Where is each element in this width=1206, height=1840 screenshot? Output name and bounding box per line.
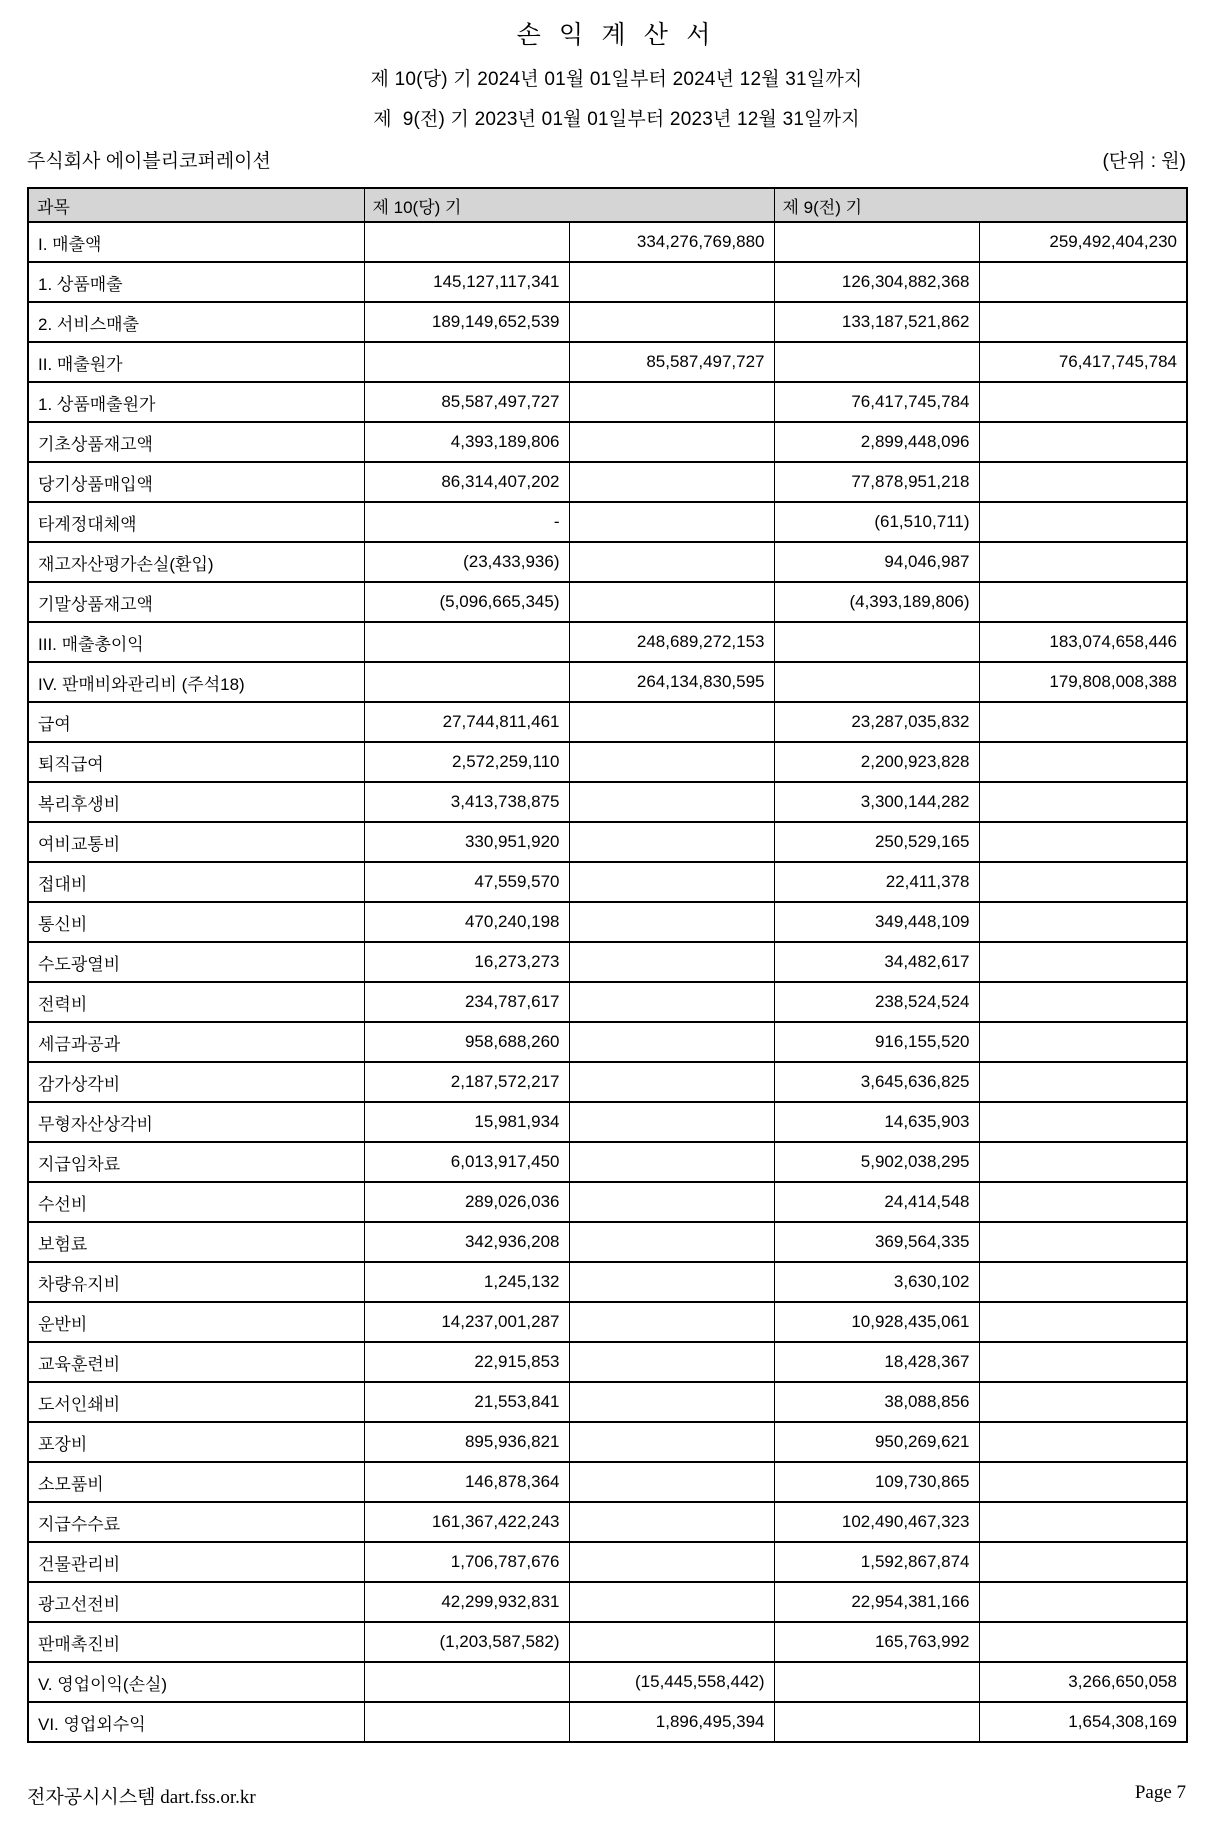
account-cell: VI. 영업외수익 (28, 1702, 364, 1742)
table-row (28, 302, 1187, 342)
current-detail-cell: 330,951,920 (364, 822, 569, 862)
previous-total-cell (979, 302, 1187, 342)
previous-detail-cell: 38,088,856 (774, 1382, 979, 1422)
current-total-cell (569, 702, 774, 742)
previous-detail-cell: 165,763,992 (774, 1622, 979, 1662)
previous-detail-cell: 22,954,381,166 (774, 1582, 979, 1622)
current-detail-cell: 1,245,132 (364, 1262, 569, 1302)
account-cell: 1. 상품매출원가 (28, 382, 364, 422)
current-detail-cell: 470,240,198 (364, 902, 569, 942)
account-cell: 통신비 (28, 902, 364, 942)
previous-total-cell (979, 502, 1187, 542)
account-cell: 수도광열비 (28, 942, 364, 982)
current-detail-cell: 289,026,036 (364, 1182, 569, 1222)
current-total-cell: 334,276,769,880 (569, 222, 774, 262)
account-cell: 1. 상품매출 (28, 262, 364, 302)
previous-detail-cell (774, 1702, 979, 1742)
table-row (28, 1702, 1187, 1742)
account-cell: 급여 (28, 702, 364, 742)
current-detail-cell: 145,127,117,341 (364, 262, 569, 302)
current-detail-cell: 16,273,273 (364, 942, 569, 982)
previous-total-cell (979, 1382, 1187, 1422)
account-cell: I. 매출액 (28, 222, 364, 262)
current-detail-cell: 2,572,259,110 (364, 742, 569, 782)
current-detail-cell: 85,587,497,727 (364, 382, 569, 422)
current-total-cell (569, 262, 774, 302)
current-detail-cell: 14,237,001,287 (364, 1302, 569, 1342)
current-total-cell (569, 902, 774, 942)
disclosure-system-label: 전자공시시스템 dart.fss.or.kr (27, 1787, 256, 1808)
account-cell: 기초상품재고액 (28, 422, 364, 462)
table-row (28, 862, 1187, 902)
table-row (28, 262, 1187, 302)
current-detail-cell: 4,393,189,806 (364, 422, 569, 462)
table-row (28, 1142, 1187, 1182)
previous-period-line: 제 9(전) 기 2023년 01월 01일부터 2023년 12월 31일까지 (373, 109, 860, 130)
previous-total-cell (979, 262, 1187, 302)
previous-detail-cell: 916,155,520 (774, 1022, 979, 1062)
table-row (28, 982, 1187, 1022)
previous-total-cell (979, 742, 1187, 782)
previous-total-cell (979, 1222, 1187, 1262)
current-detail-cell: (5,096,665,345) (364, 582, 569, 622)
current-total-cell (569, 1462, 774, 1502)
current-detail-cell: 234,787,617 (364, 982, 569, 1022)
previous-detail-cell: 3,645,636,825 (774, 1062, 979, 1102)
current-total-cell (569, 1022, 774, 1062)
account-cell: 퇴직급여 (28, 742, 364, 782)
previous-total-cell (979, 942, 1187, 982)
previous-detail-cell: 77,878,951,218 (774, 462, 979, 502)
previous-total-cell (979, 822, 1187, 862)
previous-total-cell (979, 1062, 1187, 1102)
previous-total-cell (979, 1102, 1187, 1142)
current-total-cell (569, 782, 774, 822)
current-total-cell (569, 1102, 774, 1142)
previous-detail-cell: 238,524,524 (774, 982, 979, 1022)
column-header-current-period: 제 10(당) 기 (364, 188, 774, 222)
previous-total-cell (979, 862, 1187, 902)
account-cell: 여비교통비 (28, 822, 364, 862)
previous-detail-cell: (4,393,189,806) (774, 582, 979, 622)
previous-total-cell (979, 1422, 1187, 1462)
previous-total-cell (979, 1542, 1187, 1582)
current-total-cell (569, 1502, 774, 1542)
table-header-row (28, 188, 1187, 222)
current-detail-cell: 342,936,208 (364, 1222, 569, 1262)
current-total-cell (569, 942, 774, 982)
table-row (28, 542, 1187, 582)
previous-total-cell (979, 702, 1187, 742)
table-row (28, 702, 1187, 742)
previous-detail-cell: 250,529,165 (774, 822, 979, 862)
column-header-previous-period: 제 9(전) 기 (774, 188, 1187, 222)
current-detail-cell: 42,299,932,831 (364, 1582, 569, 1622)
previous-detail-cell (774, 1662, 979, 1702)
current-total-cell: 1,896,495,394 (569, 1702, 774, 1742)
table-row (28, 1662, 1187, 1702)
table-row (28, 742, 1187, 782)
account-cell: 접대비 (28, 862, 364, 902)
current-total-cell: (15,445,558,442) (569, 1662, 774, 1702)
current-detail-cell: 895,936,821 (364, 1422, 569, 1462)
current-total-cell (569, 1582, 774, 1622)
account-cell: 무형자산상각비 (28, 1102, 364, 1142)
previous-detail-cell: 369,564,335 (774, 1222, 979, 1262)
previous-total-cell (979, 982, 1187, 1022)
table-row (28, 1222, 1187, 1262)
account-cell: 판매촉진비 (28, 1622, 364, 1662)
account-cell: 전력비 (28, 982, 364, 1022)
current-total-cell (569, 982, 774, 1022)
previous-detail-cell: 18,428,367 (774, 1342, 979, 1382)
previous-detail-cell: 349,448,109 (774, 902, 979, 942)
current-detail-cell (364, 342, 569, 382)
previous-total-cell (979, 1462, 1187, 1502)
account-cell: 차량유지비 (28, 1262, 364, 1302)
current-total-cell (569, 1222, 774, 1262)
current-total-cell (569, 302, 774, 342)
current-period-line: 제 10(당) 기 2024년 01월 01일부터 2024년 12월 31일까지 (370, 69, 863, 90)
previous-total-cell (979, 1502, 1187, 1542)
current-detail-cell: 6,013,917,450 (364, 1142, 569, 1182)
previous-detail-cell: 126,304,882,368 (774, 262, 979, 302)
previous-total-cell (979, 1182, 1187, 1222)
table-row (28, 1462, 1187, 1502)
previous-total-cell: 76,417,745,784 (979, 342, 1187, 382)
current-detail-cell: 86,314,407,202 (364, 462, 569, 502)
current-detail-cell: 189,149,652,539 (364, 302, 569, 342)
previous-detail-cell: 2,200,923,828 (774, 742, 979, 782)
table-row (28, 1422, 1187, 1462)
current-total-cell (569, 542, 774, 582)
account-cell: 복리후생비 (28, 782, 364, 822)
table-row (28, 502, 1187, 542)
previous-detail-cell: 22,411,378 (774, 862, 979, 902)
current-detail-cell: 47,559,570 (364, 862, 569, 902)
previous-detail-cell: 102,490,467,323 (774, 1502, 979, 1542)
current-detail-cell (364, 622, 569, 662)
current-total-cell (569, 1062, 774, 1102)
previous-total-cell (979, 1302, 1187, 1342)
current-total-cell (569, 1342, 774, 1382)
table-row (28, 822, 1187, 862)
account-cell: 도서인쇄비 (28, 1382, 364, 1422)
table-row (28, 582, 1187, 622)
income-statement-table (27, 187, 1188, 1743)
current-total-cell (569, 1302, 774, 1342)
table-row (28, 1382, 1187, 1422)
previous-detail-cell: 133,187,521,862 (774, 302, 979, 342)
current-total-cell (569, 422, 774, 462)
current-total-cell (569, 1262, 774, 1302)
current-detail-cell: 15,981,934 (364, 1102, 569, 1142)
table-row (28, 222, 1187, 262)
current-detail-cell: - (364, 502, 569, 542)
table-row (28, 622, 1187, 662)
previous-total-cell: 179,808,008,388 (979, 662, 1187, 702)
table-row (28, 1302, 1187, 1342)
previous-total-cell: 1,654,308,169 (979, 1702, 1187, 1742)
table-row (28, 342, 1187, 382)
previous-total-cell: 183,074,658,446 (979, 622, 1187, 662)
previous-total-cell (979, 1342, 1187, 1382)
current-total-cell: 85,587,497,727 (569, 342, 774, 382)
account-cell: III. 매출총이익 (28, 622, 364, 662)
current-total-cell (569, 1142, 774, 1182)
account-cell: 지급수수료 (28, 1502, 364, 1542)
previous-total-cell (979, 1622, 1187, 1662)
previous-total-cell: 3,266,650,058 (979, 1662, 1187, 1702)
current-total-cell (569, 742, 774, 782)
table-row (28, 382, 1187, 422)
current-total-cell (569, 862, 774, 902)
current-detail-cell: 3,413,738,875 (364, 782, 569, 822)
previous-total-cell (979, 1582, 1187, 1622)
previous-detail-cell: 94,046,987 (774, 542, 979, 582)
previous-detail-cell: (61,510,711) (774, 502, 979, 542)
account-cell: 보험료 (28, 1222, 364, 1262)
account-cell: 포장비 (28, 1422, 364, 1462)
current-detail-cell (364, 1662, 569, 1702)
table-row (28, 1542, 1187, 1582)
table-row (28, 1102, 1187, 1142)
current-total-cell (569, 822, 774, 862)
current-detail-cell (364, 662, 569, 702)
previous-total-cell (979, 902, 1187, 942)
previous-detail-cell: 1,592,867,874 (774, 1542, 979, 1582)
current-detail-cell (364, 1702, 569, 1742)
current-total-cell: 248,689,272,153 (569, 622, 774, 662)
table-row (28, 782, 1187, 822)
account-cell: 기말상품재고액 (28, 582, 364, 622)
previous-detail-cell (774, 342, 979, 382)
previous-detail-cell: 3,300,144,282 (774, 782, 979, 822)
account-cell: 지급임차료 (28, 1142, 364, 1182)
account-cell: 2. 서비스매출 (28, 302, 364, 342)
current-detail-cell: 22,915,853 (364, 1342, 569, 1382)
previous-detail-cell: 2,899,448,096 (774, 422, 979, 462)
current-detail-cell: (1,203,587,582) (364, 1622, 569, 1662)
current-detail-cell: 146,878,364 (364, 1462, 569, 1502)
table-row (28, 1062, 1187, 1102)
unit-label: (단위 : 원) (1102, 151, 1186, 172)
account-cell: II. 매출원가 (28, 342, 364, 382)
column-header-account: 과목 (28, 188, 364, 222)
previous-detail-cell: 34,482,617 (774, 942, 979, 982)
current-detail-cell: 2,187,572,217 (364, 1062, 569, 1102)
current-total-cell (569, 1422, 774, 1462)
previous-detail-cell: 10,928,435,061 (774, 1302, 979, 1342)
company-name: 주식회사 에이블리코퍼레이션 (27, 151, 271, 172)
company-row (27, 146, 1186, 173)
current-total-cell (569, 582, 774, 622)
page-footer (27, 1782, 1186, 1809)
previous-detail-cell: 3,630,102 (774, 1262, 979, 1302)
account-cell: 당기상품매입액 (28, 462, 364, 502)
current-total-cell (569, 1622, 774, 1662)
table-row (28, 902, 1187, 942)
table-row (28, 1502, 1187, 1542)
previous-total-cell (979, 582, 1187, 622)
table-row (28, 1182, 1187, 1222)
table-row (28, 1582, 1187, 1622)
account-cell: 소모품비 (28, 1462, 364, 1502)
previous-total-cell: 259,492,404,230 (979, 222, 1187, 262)
current-total-cell (569, 462, 774, 502)
table-row (28, 1622, 1187, 1662)
account-cell: IV. 판매비와관리비 (주석18) (28, 662, 364, 702)
table-row (28, 942, 1187, 982)
account-cell: 수선비 (28, 1182, 364, 1222)
current-total-cell: 264,134,830,595 (569, 662, 774, 702)
current-total-cell (569, 1182, 774, 1222)
previous-detail-cell (774, 622, 979, 662)
current-detail-cell: 21,553,841 (364, 1382, 569, 1422)
current-detail-cell: (23,433,936) (364, 542, 569, 582)
current-detail-cell: 958,688,260 (364, 1022, 569, 1062)
previous-detail-cell: 23,287,035,832 (774, 702, 979, 742)
previous-total-cell (979, 1142, 1187, 1182)
account-cell: 재고자산평가손실(환입) (28, 542, 364, 582)
previous-total-cell (979, 1022, 1187, 1062)
previous-detail-cell (774, 662, 979, 702)
previous-total-cell (979, 1262, 1187, 1302)
previous-detail-cell: 24,414,548 (774, 1182, 979, 1222)
current-detail-cell (364, 222, 569, 262)
document-title: 손 익 계 산 서 (516, 22, 717, 49)
current-detail-cell: 1,706,787,676 (364, 1542, 569, 1582)
previous-detail-cell: 5,902,038,295 (774, 1142, 979, 1182)
table-row (28, 1262, 1187, 1302)
current-detail-cell: 27,744,811,461 (364, 702, 569, 742)
account-cell: 교육훈련비 (28, 1342, 364, 1382)
table-row (28, 1342, 1187, 1382)
page-number: Page 7 (1134, 1782, 1186, 1803)
table-row (28, 422, 1187, 462)
previous-total-cell (979, 382, 1187, 422)
current-total-cell (569, 1542, 774, 1582)
table-row (28, 462, 1187, 502)
table-row (28, 662, 1187, 702)
current-total-cell (569, 1382, 774, 1422)
current-total-cell (569, 502, 774, 542)
current-total-cell (569, 382, 774, 422)
account-cell: 운반비 (28, 1302, 364, 1342)
account-cell: 감가상각비 (28, 1062, 364, 1102)
account-cell: 타계정대체액 (28, 502, 364, 542)
account-cell: 세금과공과 (28, 1022, 364, 1062)
previous-total-cell (979, 422, 1187, 462)
previous-detail-cell: 109,730,865 (774, 1462, 979, 1502)
previous-detail-cell: 76,417,745,784 (774, 382, 979, 422)
previous-detail-cell: 950,269,621 (774, 1422, 979, 1462)
account-cell: 광고선전비 (28, 1582, 364, 1622)
account-cell: V. 영업이익(손실) (28, 1662, 364, 1702)
previous-total-cell (979, 782, 1187, 822)
previous-detail-cell (774, 222, 979, 262)
table-row (28, 1022, 1187, 1062)
previous-total-cell (979, 462, 1187, 502)
previous-total-cell (979, 542, 1187, 582)
current-detail-cell: 161,367,422,243 (364, 1502, 569, 1542)
account-cell: 건물관리비 (28, 1542, 364, 1582)
previous-detail-cell: 14,635,903 (774, 1102, 979, 1142)
